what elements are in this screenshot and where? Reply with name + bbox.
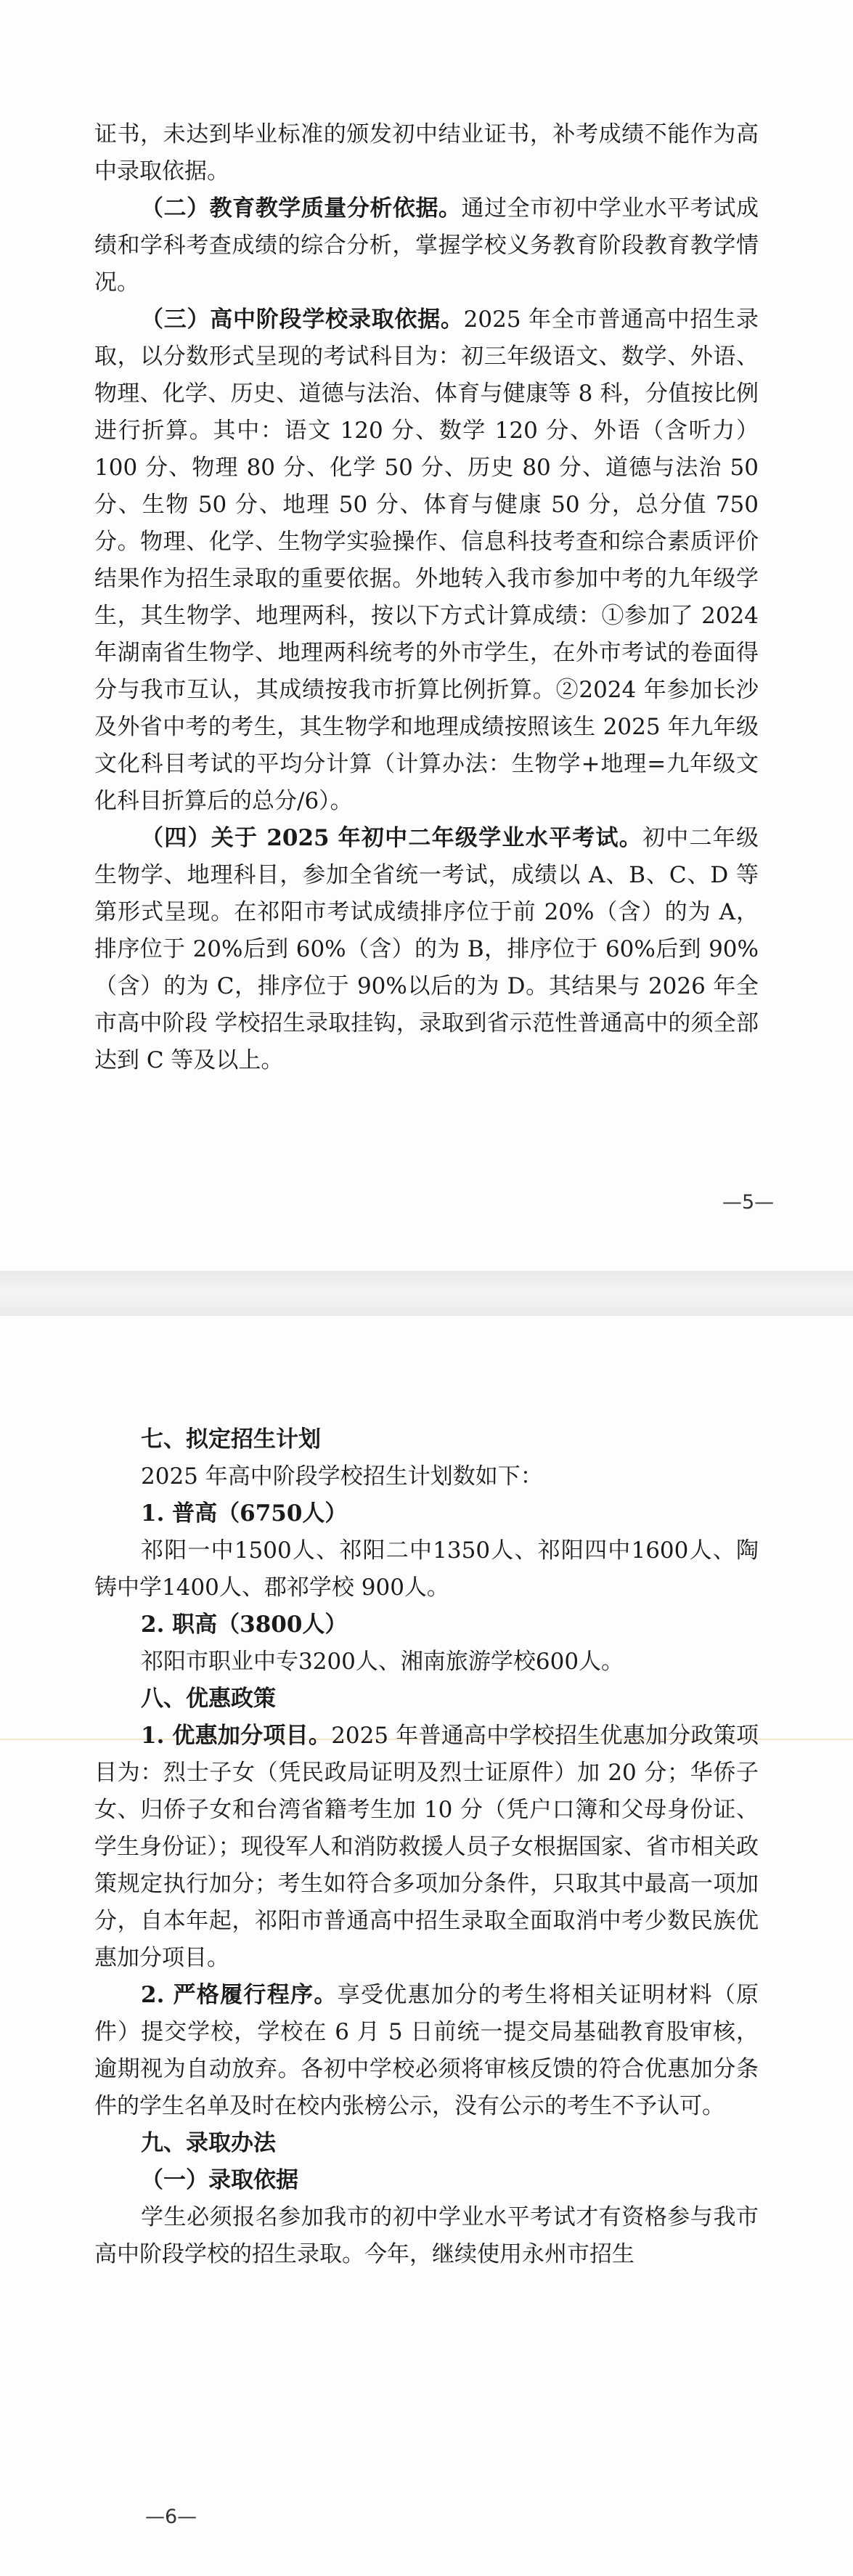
page-separator <box>0 1271 853 1316</box>
section-7-title: 七、拟定招生计划 <box>141 1426 321 1452</box>
section-9-subtitle: （一）录取依据 <box>141 2167 298 2193</box>
item-3-body: 2025 年全市普通高中招生录取，以分数形式呈现的考试科目为：初三年级语文、数学、外语、物理、化学、历史、道德与法治、体育与健康等 8 科，分值按比例进行折算。其中：语文 120 分、数学 120 分、外语（含听力）100 分、物理 80 分、化学 50 分、历史 80 分、道德与法治 50 分、生物 50 分、地理 50 分、体育与健康 50 分，总分值 750 分。物理、化学、生物学实验操作、信息科技考查和综合素质评价结果作为招生录取的重要依据。外地转入我市参加中考的九年级学生，其生物学、地理两科，按以下方式计算成绩：①参加了 2024 年湖南省生物学、地理两科统考的外市学生，在外市考试的卷面得分与我市互认，其成绩按我市折算比例折算。②2024 年参加长沙及外省中考的考生，其生物学和地理成绩按照该生 2025 年九年级文化科目考试的平均分计算（计算办法：生物学+地理=九年级文化科目折算后的总分/6）。 <box>94 306 759 814</box>
section-8-item-2 <box>94 1977 759 2125</box>
section-8-title: 八、优惠政策 <box>141 1686 276 1712</box>
section-8-item-2-body: 享受优惠加分的考生将相关证明材料（原件）提交学校，学校在 6 月 5 日前统一提交局基础教育股审核，逾期视为自动放弃。各初中学校必须将审核反馈的符合优惠加分条件的学生名单及时在校内张榜公示，没有公示的考生不予认可。 <box>94 1982 759 2119</box>
page-6 <box>0 1316 853 2576</box>
item-3-paragraph <box>94 301 759 820</box>
section-9-body: 学生必须报名参加我市的初中学业水平考试才有资格参与我市高中阶段学校的招生录取。今年，继续使用永州市招生 <box>94 2204 759 2267</box>
section-7-intro: 2025 年高中阶段学校招生计划数如下： <box>141 1463 543 1490</box>
page-5-body <box>94 116 759 1079</box>
subsection-2-body: 祁阳市职业中专3200人、湘南旅游学校600人。 <box>141 1649 624 1675</box>
item-4-paragraph <box>94 820 759 1079</box>
paragraph-continuation: 证书，未达到毕业标准的颁发初中结业证书，补考成绩不能作为高中录取依据。 <box>94 121 759 184</box>
section-9-title: 九、录取办法 <box>141 2130 276 2156</box>
subsection-2-title: 2. 职高（3800人） <box>141 1612 348 1638</box>
item-2-title: （二）教育教学质量分析依据。 <box>141 195 462 222</box>
section-8-item-1-title: 1. 优惠加分项目。 <box>141 1723 332 1749</box>
section-8-item-1 <box>94 1718 759 1977</box>
subsection-1-title: 1. 普高（6750人） <box>141 1500 348 1527</box>
item-4-body: 初中二年级生物学、地理科目，参加全省统一考试，成绩以 A、B、C、D 等第形式呈现。在祁阳市考试成绩排序位于前 20%（含）的为 A，排序位于 20%后到 60%（含）的为 B，排序位于 60%后到 90%（含）的为 C，排序位于 90%以后的为 D。其结果与 2026 年全市高中阶段 学校招生录取挂钩，录取到省示范性普通高中的须全部达到 C 等及以上。 <box>94 825 759 1073</box>
section-8-item-2-title: 2. 严格履行程序。 <box>141 1982 338 2008</box>
page-5 <box>0 0 853 1271</box>
page-number: —6— <box>145 2506 197 2528</box>
item-2-paragraph <box>94 190 759 301</box>
subsection-1-body: 祁阳一中1500人、祁阳二中1350人、祁阳四中1600人、陶铸中学1400人、郡祁学校 900人。 <box>94 1537 759 1601</box>
page-number: —5— <box>722 1191 775 1214</box>
item-3-title: （三）高中阶段学校录取依据。 <box>141 306 464 333</box>
page-6-body <box>94 1421 759 2273</box>
item-2-body: 通过全市初中学业水平考试成绩和学科考查成绩的综合分析，掌握学校义务教育阶段教育教学情况。 <box>94 195 759 296</box>
section-8-item-1-body: 2025 年普通高中学校招生优惠加分政策项目为：烈士子女（凭民政局证明及烈士证原件）加 20 分；华侨子女、归侨子女和台湾省籍考生加 10 分（凭户口簿和父母身份证、学生身份证）；现役军人和消防救援人员子女根据国家、省市相关政策规定执行加分；考生如符合多项加分条件，只取其中最高一项加分，自本年起，祁阳市普通高中招生录取全面取消中考少数民族优惠加分项目。 <box>94 1723 759 1971</box>
item-4-title: （四）关于 2025 年初中二年级学业水平考试。 <box>141 825 642 851</box>
